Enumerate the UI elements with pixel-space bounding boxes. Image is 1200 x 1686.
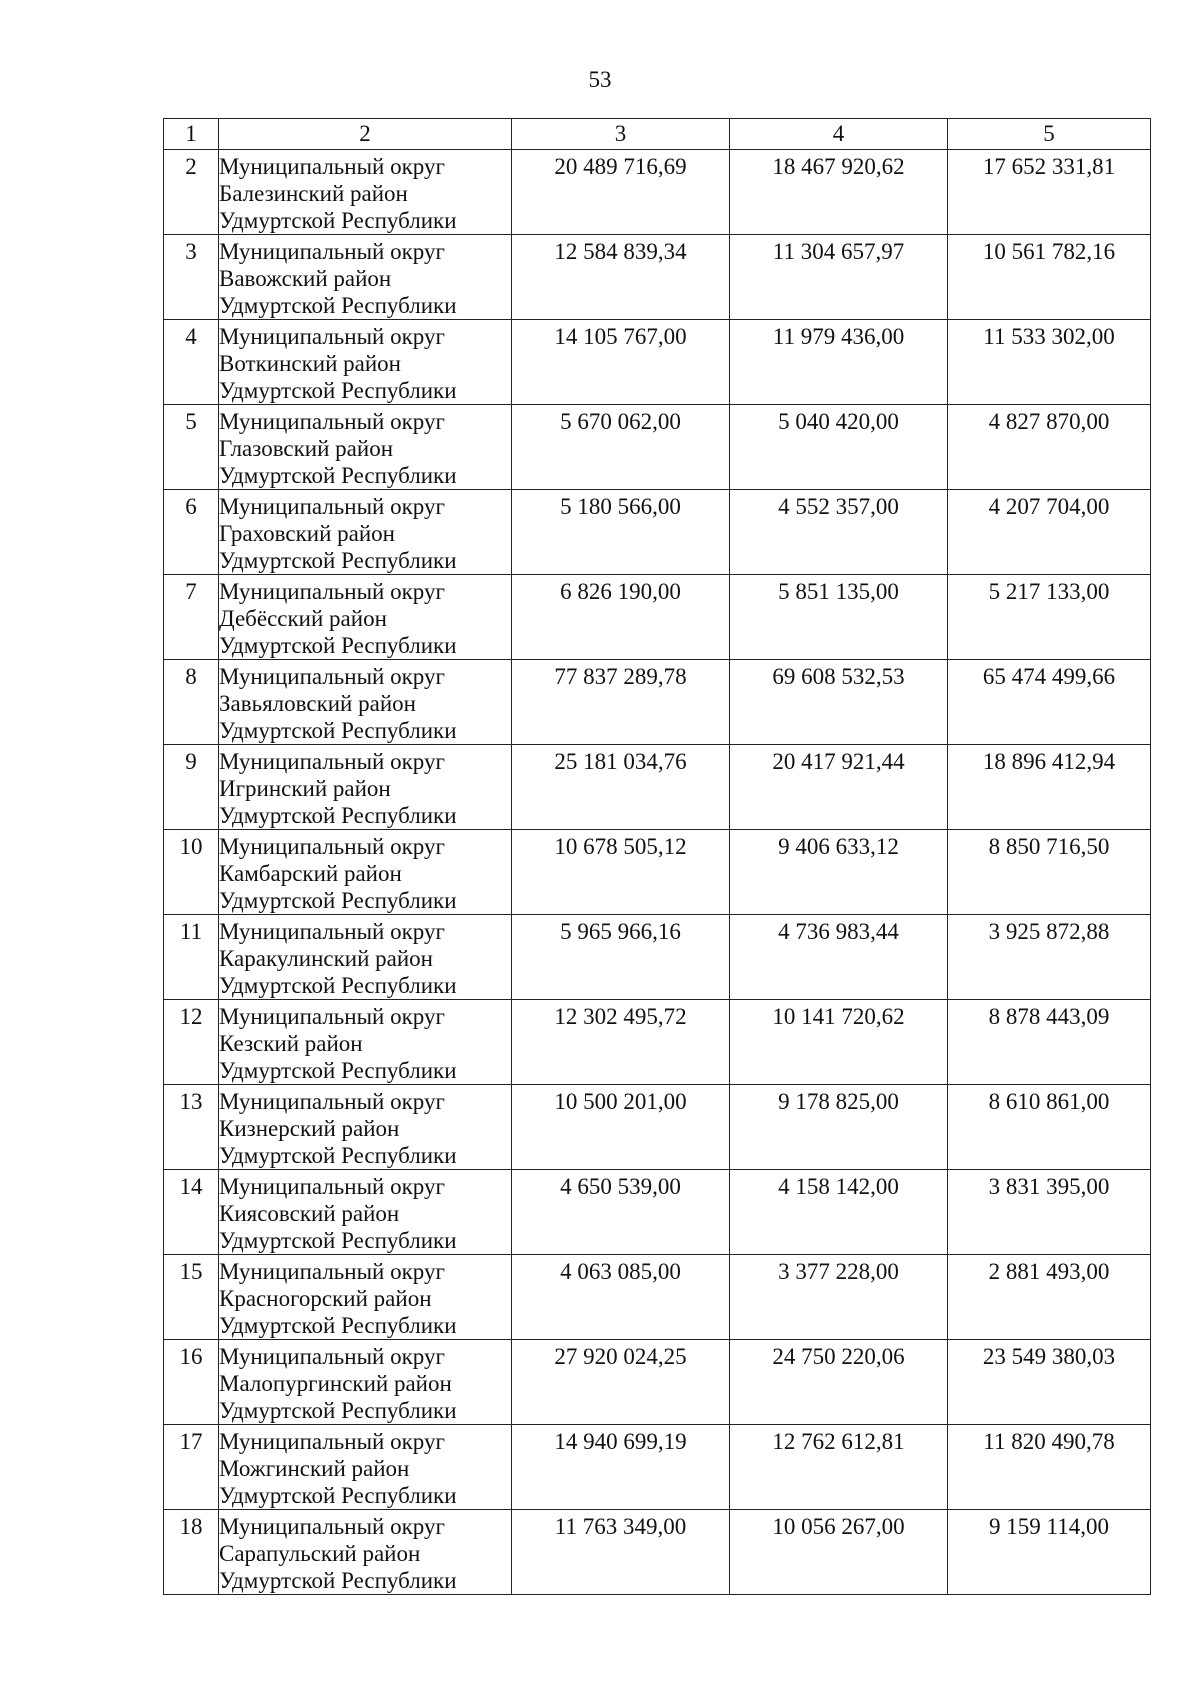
table-row [164,1255,1151,1340]
row-number: 2 [164,150,219,235]
value-column-5: 8 878 443,09 [948,1000,1151,1085]
value-column-3: 10 678 505,12 [512,830,730,915]
municipality-name-line: Удмуртской Республики [219,1058,457,1083]
municipality-name-line: Кизнерский район [219,1116,400,1141]
municipality-name-line: Удмуртской Республики [219,888,457,913]
value-column-4: 11 304 657,97 [730,235,948,320]
value-column-3: 20 489 716,69 [512,150,730,235]
value-column-3: 25 181 034,76 [512,745,730,830]
table-row [164,235,1151,320]
value-column-4: 4 736 983,44 [730,915,948,1000]
municipality-name-line: Удмуртской Республики [219,1483,457,1508]
municipality-name-line: Удмуртской Республики [219,803,457,828]
row-number: 16 [164,1340,219,1425]
value-column-5: 11 820 490,78 [948,1425,1151,1510]
row-number: 6 [164,490,219,575]
table-row [164,575,1151,660]
table-row [164,490,1151,575]
value-column-3: 27 920 024,25 [512,1340,730,1425]
row-number: 15 [164,1255,219,1340]
municipality-name [219,405,512,490]
column-header-4: 4 [730,119,948,150]
municipality-name-line: Дебёсский район [219,606,387,631]
municipality-name-line: Муниципальный округ [219,749,445,774]
municipality-name [219,150,512,235]
value-column-4: 5 851 135,00 [730,575,948,660]
municipality-name-line: Муниципальный округ [219,154,445,179]
value-column-3: 4 063 085,00 [512,1255,730,1340]
table-header [164,119,1151,150]
municipality-name [219,1000,512,1085]
column-header-1: 1 [164,119,219,150]
municipality-name-line: Удмуртской Республики [219,378,457,403]
value-column-5: 8 850 716,50 [948,830,1151,915]
value-column-4: 3 377 228,00 [730,1255,948,1340]
municipality-name-line: Удмуртской Республики [219,293,457,318]
municipality-name [219,830,512,915]
table-row [164,660,1151,745]
municipality-name-line: Муниципальный округ [219,1259,445,1284]
municipality-name-line: Муниципальный округ [219,324,445,349]
value-column-3: 14 105 767,00 [512,320,730,405]
value-column-3: 4 650 539,00 [512,1170,730,1255]
value-column-5: 65 474 499,66 [948,660,1151,745]
row-number: 17 [164,1425,219,1510]
municipality-name [219,1340,512,1425]
municipality-name-line: Игринский район [219,776,391,801]
municipality-name-line: Муниципальный округ [219,409,445,434]
municipality-name-line: Кезский район [219,1031,363,1056]
row-number: 12 [164,1000,219,1085]
value-column-4: 20 417 921,44 [730,745,948,830]
value-column-4: 10 141 720,62 [730,1000,948,1085]
row-number: 3 [164,235,219,320]
municipality-name-line: Удмуртской Республики [219,1568,457,1593]
municipality-name-line: Воткинский район [219,351,401,376]
municipality-name-line: Балезинский район [219,181,408,206]
municipality-name-line: Муниципальный округ [219,1514,445,1539]
municipality-name-line: Киясовский район [219,1201,400,1226]
value-column-5: 10 561 782,16 [948,235,1151,320]
value-column-5: 23 549 380,03 [948,1340,1151,1425]
column-header-2: 2 [219,119,512,150]
municipality-name-line: Муниципальный округ [219,664,445,689]
municipality-name [219,1510,512,1595]
value-column-3: 14 940 699,19 [512,1425,730,1510]
value-column-5: 4 827 870,00 [948,405,1151,490]
table-row [164,745,1151,830]
municipality-name-line: Удмуртской Республики [219,718,457,743]
value-column-3: 5 670 062,00 [512,405,730,490]
municipality-name-line: Удмуртской Республики [219,1313,457,1338]
value-column-3: 6 826 190,00 [512,575,730,660]
municipality-name-line: Муниципальный округ [219,1174,445,1199]
row-number: 11 [164,915,219,1000]
column-header-3: 3 [512,119,730,150]
row-number: 4 [164,320,219,405]
municipality-name-line: Удмуртской Республики [219,548,457,573]
row-number: 9 [164,745,219,830]
value-column-4: 69 608 532,53 [730,660,948,745]
value-column-4: 9 178 825,00 [730,1085,948,1170]
value-column-5: 2 881 493,00 [948,1255,1151,1340]
value-column-3: 12 584 839,34 [512,235,730,320]
municipality-name [219,1085,512,1170]
page-number: 53 [588,67,612,92]
table-row [164,830,1151,915]
municipality-name-line: Удмуртской Республики [219,1228,457,1253]
table-row [164,150,1151,235]
municipality-name-line: Каракулинский район [219,946,433,971]
value-column-4: 11 979 436,00 [730,320,948,405]
value-column-4: 12 762 612,81 [730,1425,948,1510]
value-column-5: 9 159 114,00 [948,1510,1151,1595]
value-column-3: 12 302 495,72 [512,1000,730,1085]
table-row [164,405,1151,490]
table-row [164,1170,1151,1255]
municipality-name-line: Муниципальный округ [219,919,445,944]
value-column-5: 3 831 395,00 [948,1170,1151,1255]
value-column-4: 10 056 267,00 [730,1510,948,1595]
municipality-name-line: Граховский район [219,521,395,546]
value-column-5: 18 896 412,94 [948,745,1151,830]
value-column-4: 9 406 633,12 [730,830,948,915]
municipality-name-line: Завьяловский район [219,691,416,716]
municipality-name-line: Сарапульский район [219,1541,421,1566]
municipality-name [219,745,512,830]
value-column-4: 18 467 920,62 [730,150,948,235]
municipality-name-line: Можгинский район [219,1456,410,1481]
table-row [164,320,1151,405]
row-number: 14 [164,1170,219,1255]
municipality-name-line: Муниципальный округ [219,579,445,604]
municipality-name [219,1425,512,1510]
value-column-3: 10 500 201,00 [512,1085,730,1170]
municipality-name-line: Малопургинский район [219,1371,452,1396]
row-number: 7 [164,575,219,660]
municipality-name-line: Муниципальный округ [219,1089,445,1114]
municipality-name-line: Удмуртской Республики [219,1398,457,1423]
municipality-name [219,660,512,745]
municipality-name-line: Красногорский район [219,1286,432,1311]
municipality-name-line: Муниципальный округ [219,834,445,859]
value-column-3: 11 763 349,00 [512,1510,730,1595]
value-column-5: 17 652 331,81 [948,150,1151,235]
municipality-name [219,915,512,1000]
value-column-4: 4 552 357,00 [730,490,948,575]
row-number: 8 [164,660,219,745]
municipality-name-line: Муниципальный округ [219,239,445,264]
table-row [164,915,1151,1000]
value-column-5: 4 207 704,00 [948,490,1151,575]
municipality-name [219,320,512,405]
municipality-name [219,1170,512,1255]
municipality-name-line: Муниципальный округ [219,1344,445,1369]
value-column-3: 77 837 289,78 [512,660,730,745]
table-row [164,1085,1151,1170]
municipality-name-line: Удмуртской Республики [219,973,457,998]
table-row [164,1340,1151,1425]
table-row [164,1425,1151,1510]
row-number: 13 [164,1085,219,1170]
value-column-4: 5 040 420,00 [730,405,948,490]
row-number: 10 [164,830,219,915]
municipality-name [219,235,512,320]
budget-table [163,118,1151,1595]
table-row [164,1000,1151,1085]
municipality-name [219,1255,512,1340]
value-column-5: 5 217 133,00 [948,575,1151,660]
table-body [164,150,1151,1595]
table-row [164,1510,1151,1595]
value-column-5: 8 610 861,00 [948,1085,1151,1170]
value-column-3: 5 965 966,16 [512,915,730,1000]
value-column-4: 24 750 220,06 [730,1340,948,1425]
value-column-3: 5 180 566,00 [512,490,730,575]
municipality-name-line: Удмуртской Республики [219,633,457,658]
municipality-name-line: Муниципальный округ [219,1004,445,1029]
row-number: 5 [164,405,219,490]
header-row [164,119,1151,150]
municipality-name-line: Удмуртской Республики [219,208,457,233]
municipality-name-line: Удмуртской Республики [219,1143,457,1168]
municipality-name-line: Вавожский район [219,266,392,291]
value-column-5: 3 925 872,88 [948,915,1151,1000]
row-number: 18 [164,1510,219,1595]
municipality-name-line: Удмуртской Республики [219,463,457,488]
municipality-name-line: Камбарский район [219,861,402,886]
value-column-5: 11 533 302,00 [948,320,1151,405]
municipality-name-line: Муниципальный округ [219,1429,445,1454]
column-header-5: 5 [948,119,1151,150]
municipality-name [219,575,512,660]
municipality-name-line: Глазовский район [219,436,394,461]
municipality-name-line: Муниципальный округ [219,494,445,519]
value-column-4: 4 158 142,00 [730,1170,948,1255]
municipality-name [219,490,512,575]
